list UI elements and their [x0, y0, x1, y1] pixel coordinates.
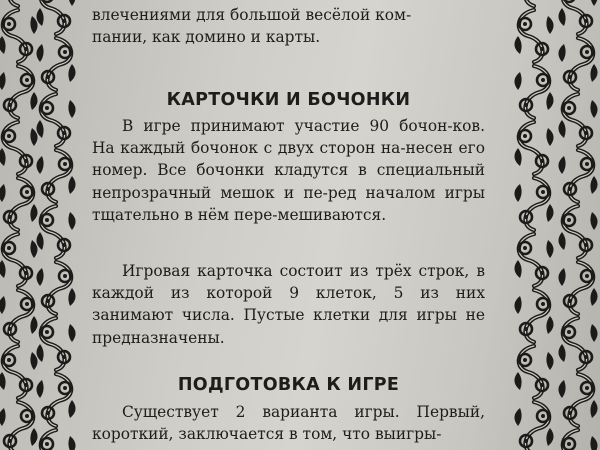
section-heading-cards: КАРТОЧКИ И БОЧОНКИ	[166, 90, 411, 110]
left-scroll-ornament-icon	[0, 0, 80, 450]
section-heading-preparation: ПОДГОТОВКА К ИГРЕ	[177, 375, 400, 395]
continued-paragraph: влечениями для большой весёлой ком- пании, как домино и карты.	[92, 6, 412, 47]
paragraph-variants: Существует 2 варианта игры. Первый, короткий, заключается в том, что выигры-	[92, 403, 485, 444]
paragraph-card: Игровая карточка состоит из трёх строк, в каждой из которой 9 клеток, 5 из них занимают числа. Пустые клетки для игры не предназначены.	[92, 262, 485, 347]
right-ornamental-border	[508, 0, 600, 450]
top-cut-line-text	[92, 0, 485, 1]
paragraph-barrels: В игре принимают участие 90 бочон-ков. На каждый бочонок с двух сторон на-несен его номер. Все бочонки кладутся в специальный непрозрачный мешок и пе-ред началом игры тщательно в нём пере-мешиваются.	[92, 117, 485, 224]
left-ornamental-border	[0, 0, 80, 450]
top-cut-line	[92, 0, 485, 1]
right-scroll-ornament-icon	[508, 0, 600, 450]
text-column	[92, 0, 487, 450]
